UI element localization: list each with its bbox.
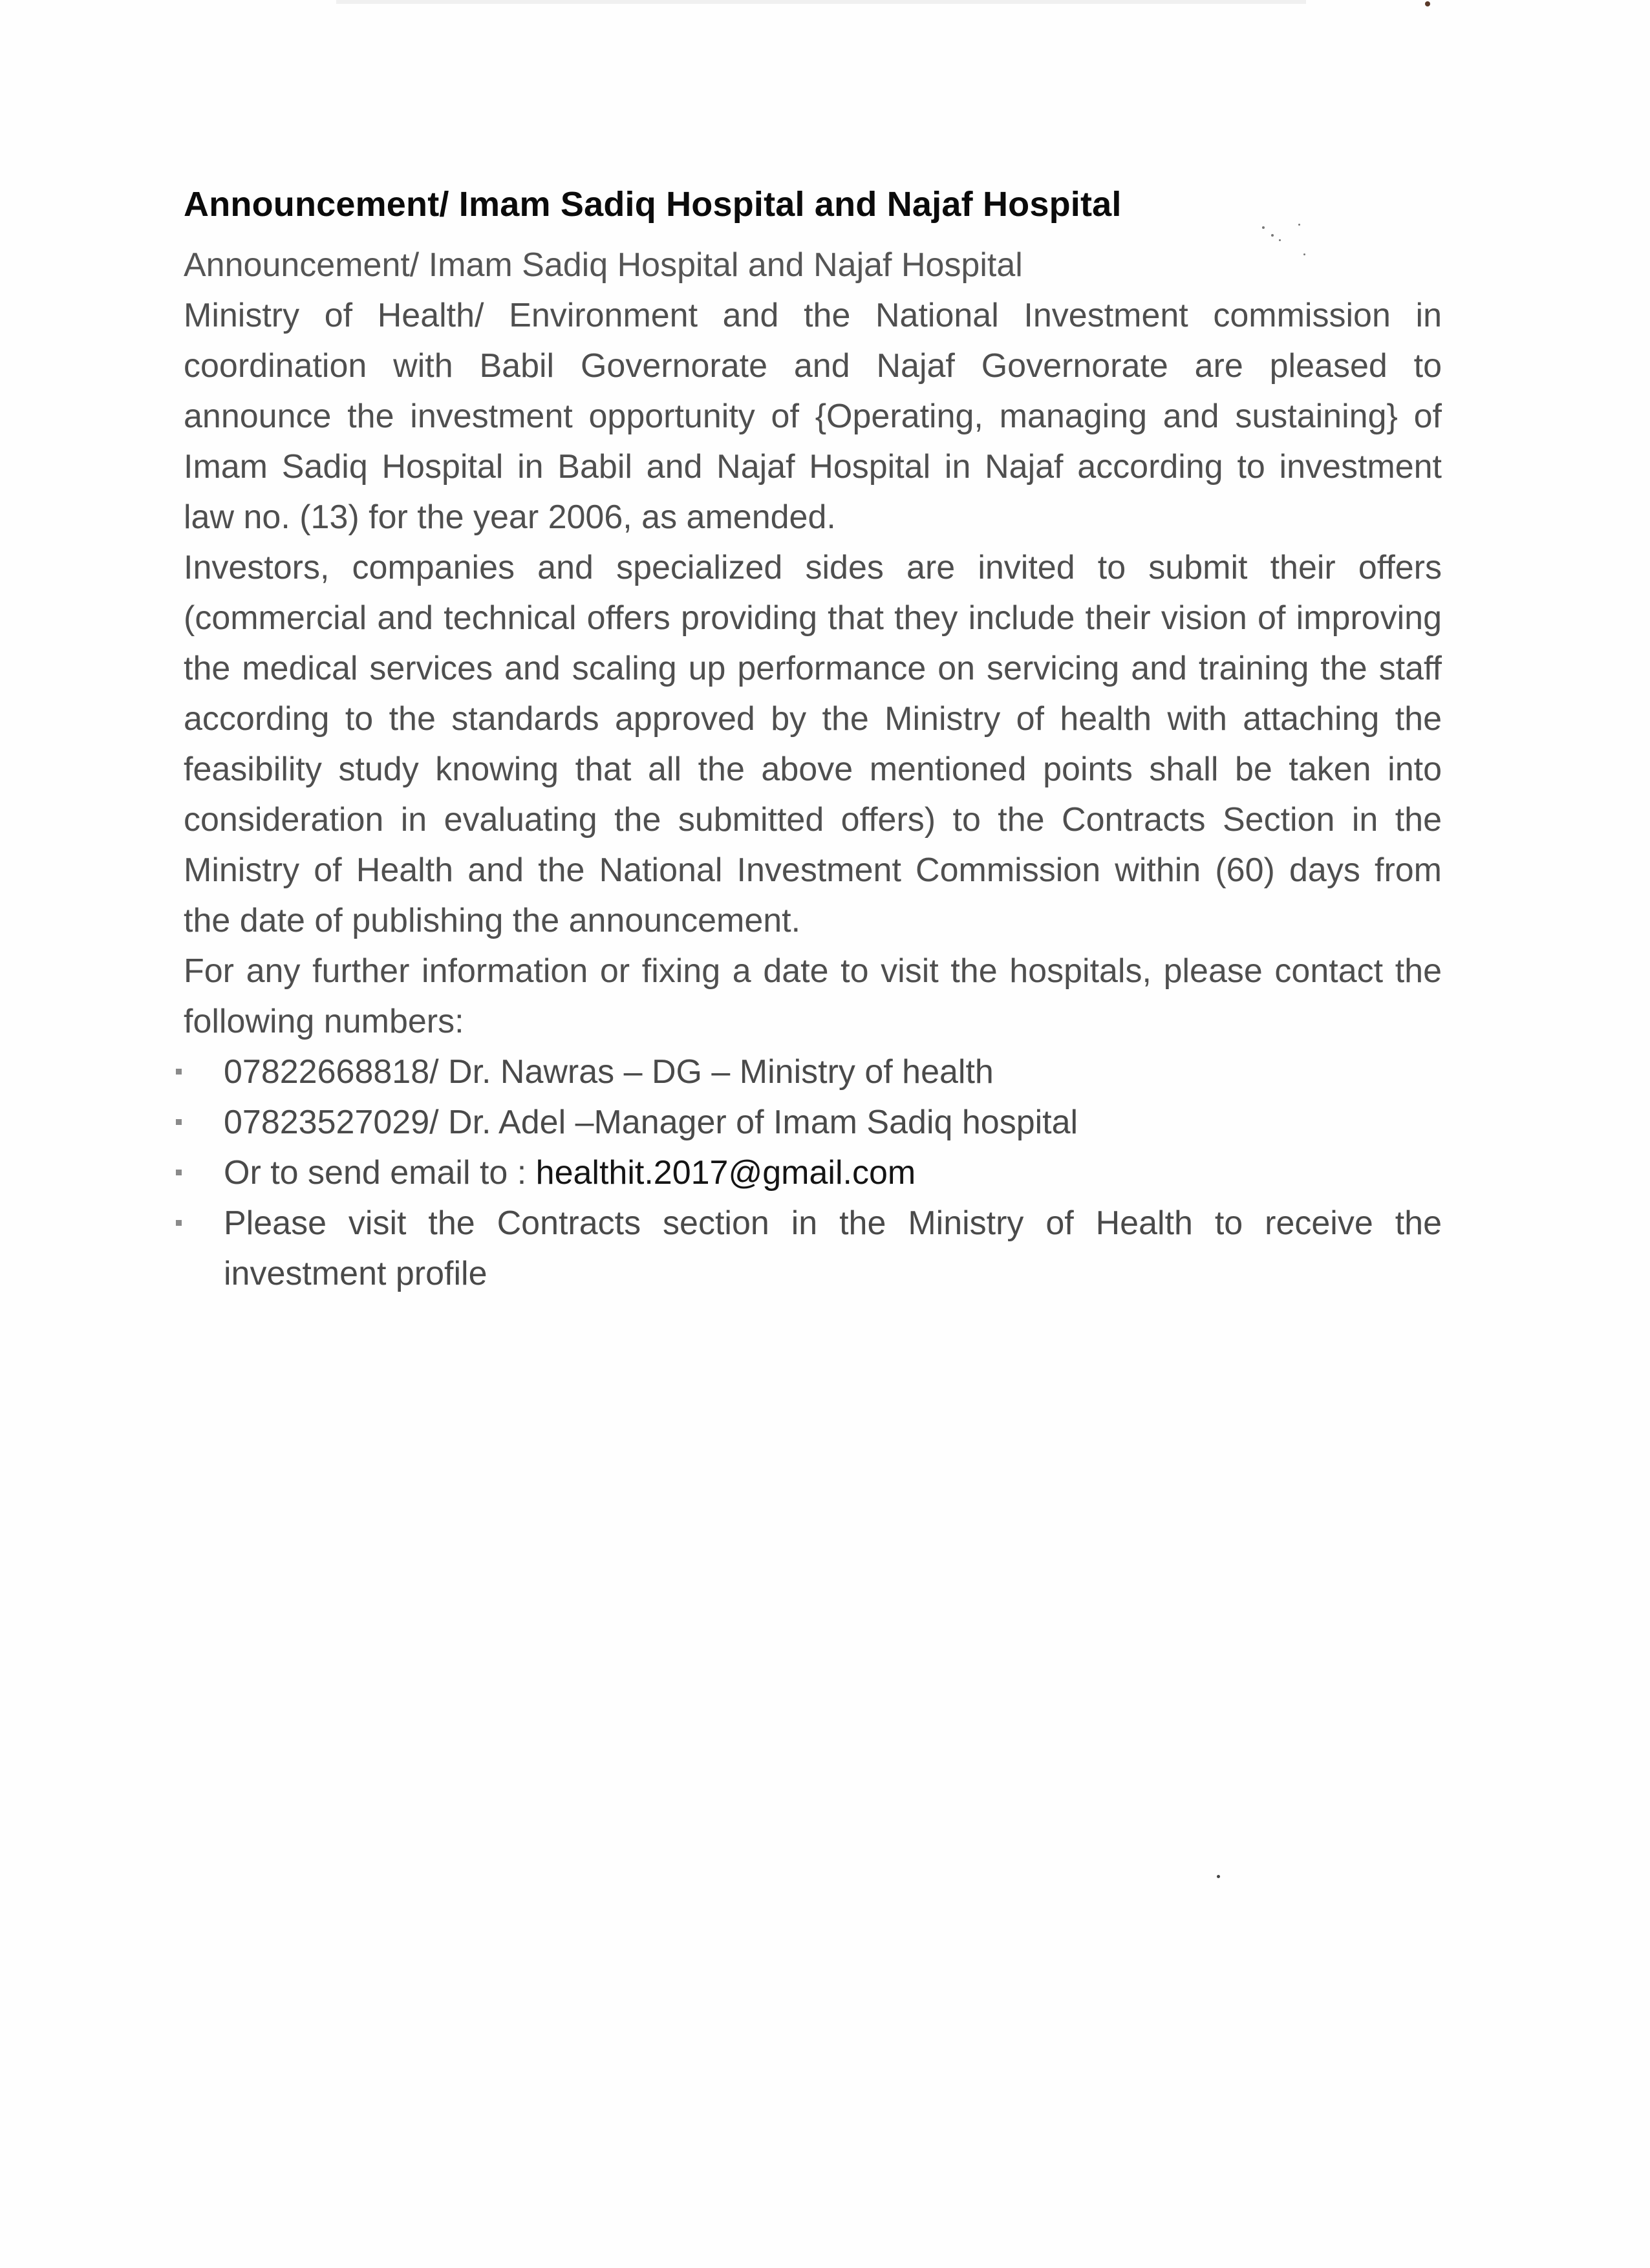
- page-title: Announcement/ Imam Sadiq Hospital and Najaf Hospital: [184, 185, 1122, 224]
- bullet-icon: [176, 1170, 182, 1175]
- list-item: [184, 1148, 1442, 1198]
- paragraph-contact-intro: For any further information or fixing a date to visit the hospitals, please contact the following numbers:: [184, 952, 1442, 1040]
- list-item: [184, 1047, 1442, 1097]
- bullet-icon: [176, 1069, 182, 1075]
- announcement-body: [184, 184, 1442, 1299]
- email-address: healthit.2017@gmail.com: [535, 1154, 916, 1192]
- paragraph-invitation: Investors, companies and specialized sides are invited to submit their offers (commercial and technical offers providing that they include their vision of improving the medical services and scaling up performance on servicing and training the staff according to the standards approved by the Ministry of health with attaching the feasibility study knowing that all the above mentioned points shall be taken into consideration in evaluating the submitted offers) to the Contracts Section in the Ministry of Health and the National Investment Commission within (60) days from the date of publishing the announcement.: [184, 549, 1442, 939]
- paragraph-intro: Ministry of Health/ Environment and the National Investment commission in coordination with Babil Governorate and Najaf Governorate are pleased to announce the investment opportunity of {Operating, managing and sustaining} of Imam Sadiq Hospital in Babil and Najaf Hospital in Najaf according to investment law no. (13) for the year 2006, as amended.: [184, 297, 1442, 536]
- bullet-icon: [176, 1220, 182, 1226]
- contact-list: [184, 1047, 1442, 1299]
- scan-speck: [1425, 1, 1430, 6]
- announcement-subtitle: Announcement/ Imam Sadiq Hospital and Najaf Hospital: [184, 246, 1023, 284]
- contact-nawras: 07822668818/ Dr. Nawras – DG – Ministry of health: [224, 1053, 994, 1091]
- list-item: [184, 1198, 1442, 1299]
- scan-speck: [1217, 1875, 1220, 1878]
- scan-edge-mark: [336, 0, 1306, 4]
- bullet-icon: [176, 1119, 182, 1125]
- list-item: [184, 1097, 1442, 1148]
- email-label: Or to send email to :: [224, 1154, 536, 1192]
- contact-adel: 07823527029/ Dr. Adel –Manager of Imam Sadiq hospital: [224, 1104, 1078, 1141]
- visit-contracts-note: Please visit the Contracts section in the Ministry of Health to receive the investment profile: [224, 1204, 1442, 1292]
